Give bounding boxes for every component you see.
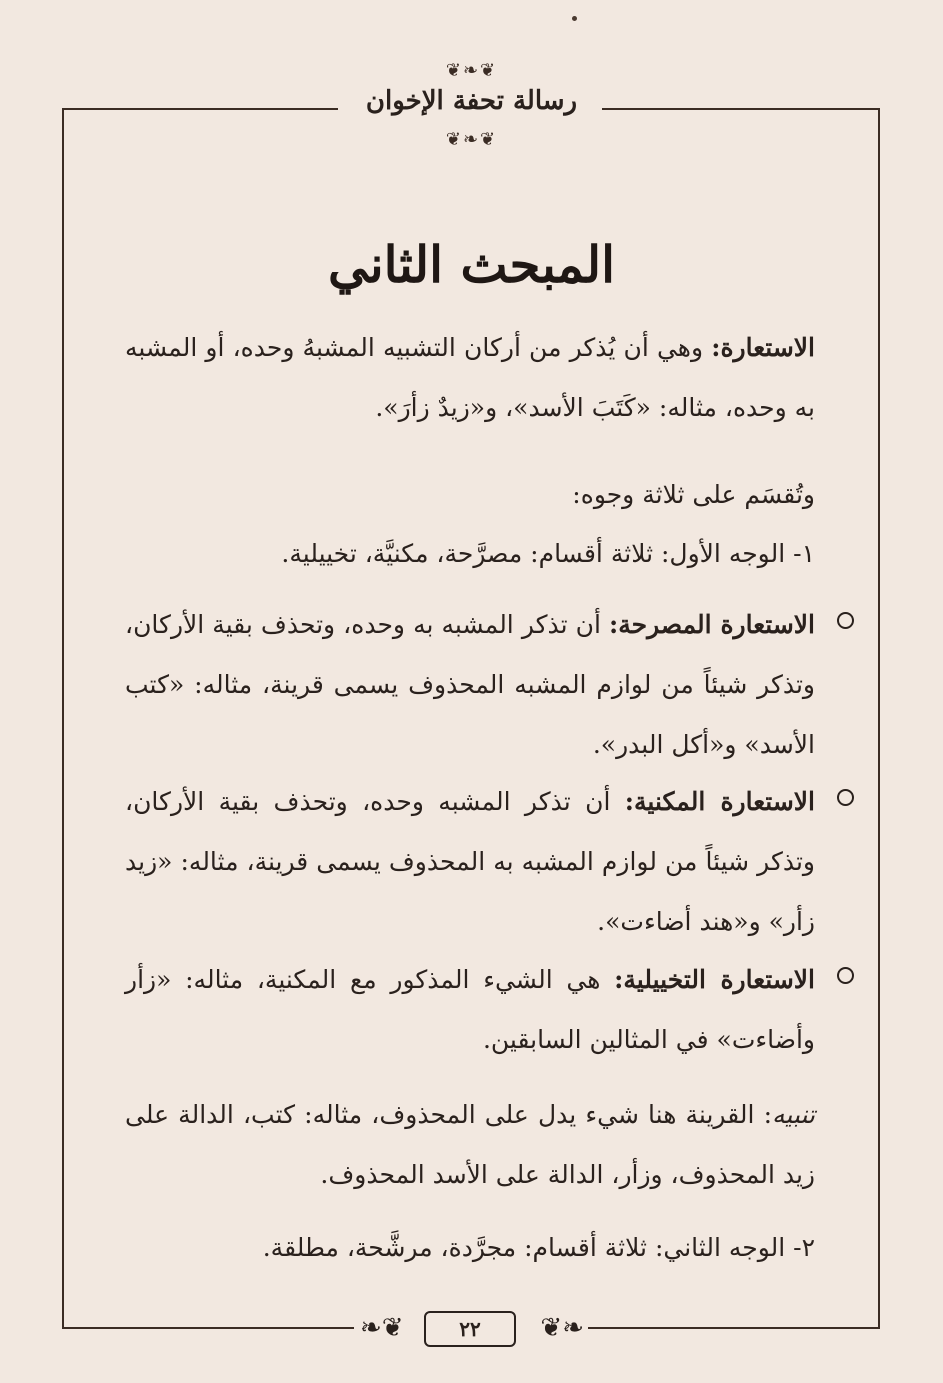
frame-bottom-left-line — [62, 1327, 354, 1329]
list-item-implicit-metaphor — [125, 772, 815, 952]
page-number: ٢٢ — [424, 1311, 516, 1347]
definition-text: وهي أن يُذكر من أركان التشبيه المشبهُ وحده، أو المشبه به وحده، مثاله: «كَتَبَ الأسد»، و«زيدٌ زأرَ». — [125, 333, 815, 422]
definition-paragraph — [125, 318, 815, 438]
page-footer — [352, 1305, 592, 1353]
running-header-title: رسالة تحفة الإخوان — [365, 86, 578, 116]
note-text: : القرينة هنا شيء يدل على المحذوف، مثاله: كتب، الدالة على زيد المحذوف، وزأر، الدالة على الأسد المحذوف. — [125, 1100, 815, 1189]
bullet-circle-icon — [837, 612, 854, 629]
header-ornament-top: ❦❧❦ — [445, 60, 498, 81]
footer-ornament-left-icon: ❧❦ — [360, 1313, 404, 1343]
note-paragraph — [125, 1085, 815, 1205]
list-item-body: أن تذكر المشبه وحده، وتحذف بقية الأركان، وتذكر شيئاً من لوازم المشبه به المحذوف يسمى قرينة، مثاله: «زيد زأر» و«هند أضاءت». — [125, 787, 815, 936]
list-item-imaginative-metaphor — [125, 950, 815, 1070]
list-item-text — [125, 772, 815, 952]
section-title: المبحث الثاني — [328, 235, 615, 294]
list-item-explicit-metaphor — [125, 595, 815, 775]
bullet-circle-icon — [837, 789, 854, 806]
list-item-term: الاستعارة التخييلية: — [614, 965, 815, 994]
frame-bottom-right-line — [588, 1327, 880, 1329]
bullet-circle-icon — [837, 967, 854, 984]
second-aspect-paragraph: ٢- الوجه الثاني: ثلاثة أقسام: مجرَّدة، مرشَّحة، مطلقة. — [262, 1233, 815, 1262]
paper-speck — [572, 16, 577, 21]
list-item-text — [125, 595, 815, 775]
list-item-term: الاستعارة المصرحة: — [609, 610, 815, 639]
list-item-body: هي الشيء المذكور مع المكنية، مثاله: «زأر وأضاءت» في المثالين السابقين. — [125, 965, 815, 1054]
division-paragraph: وتُقسَم على ثلاثة وجوه: — [572, 480, 815, 509]
list-item-term: الاستعارة المكنية: — [624, 787, 815, 816]
first-aspect-paragraph: ١- الوجه الأول: ثلاثة أقسام: مصرَّحة، مكنيَّة، تخييلية. — [281, 539, 815, 568]
note-label: تنبيه — [772, 1100, 815, 1129]
definition-term: الاستعارة: — [711, 333, 815, 362]
list-item-body: أن تذكر المشبه به وحده، وتحذف بقية الأركان، وتذكر شيئاً من لوازم المشبه المحذوف يسمى قرينة، مثاله: «كتب الأسد» و«أكل البدر». — [125, 610, 815, 759]
header-ornament-bottom: ❦❧❦ — [445, 129, 498, 150]
footer-ornament-right-icon: ❦❧ — [540, 1313, 584, 1343]
list-item-text — [125, 950, 815, 1070]
